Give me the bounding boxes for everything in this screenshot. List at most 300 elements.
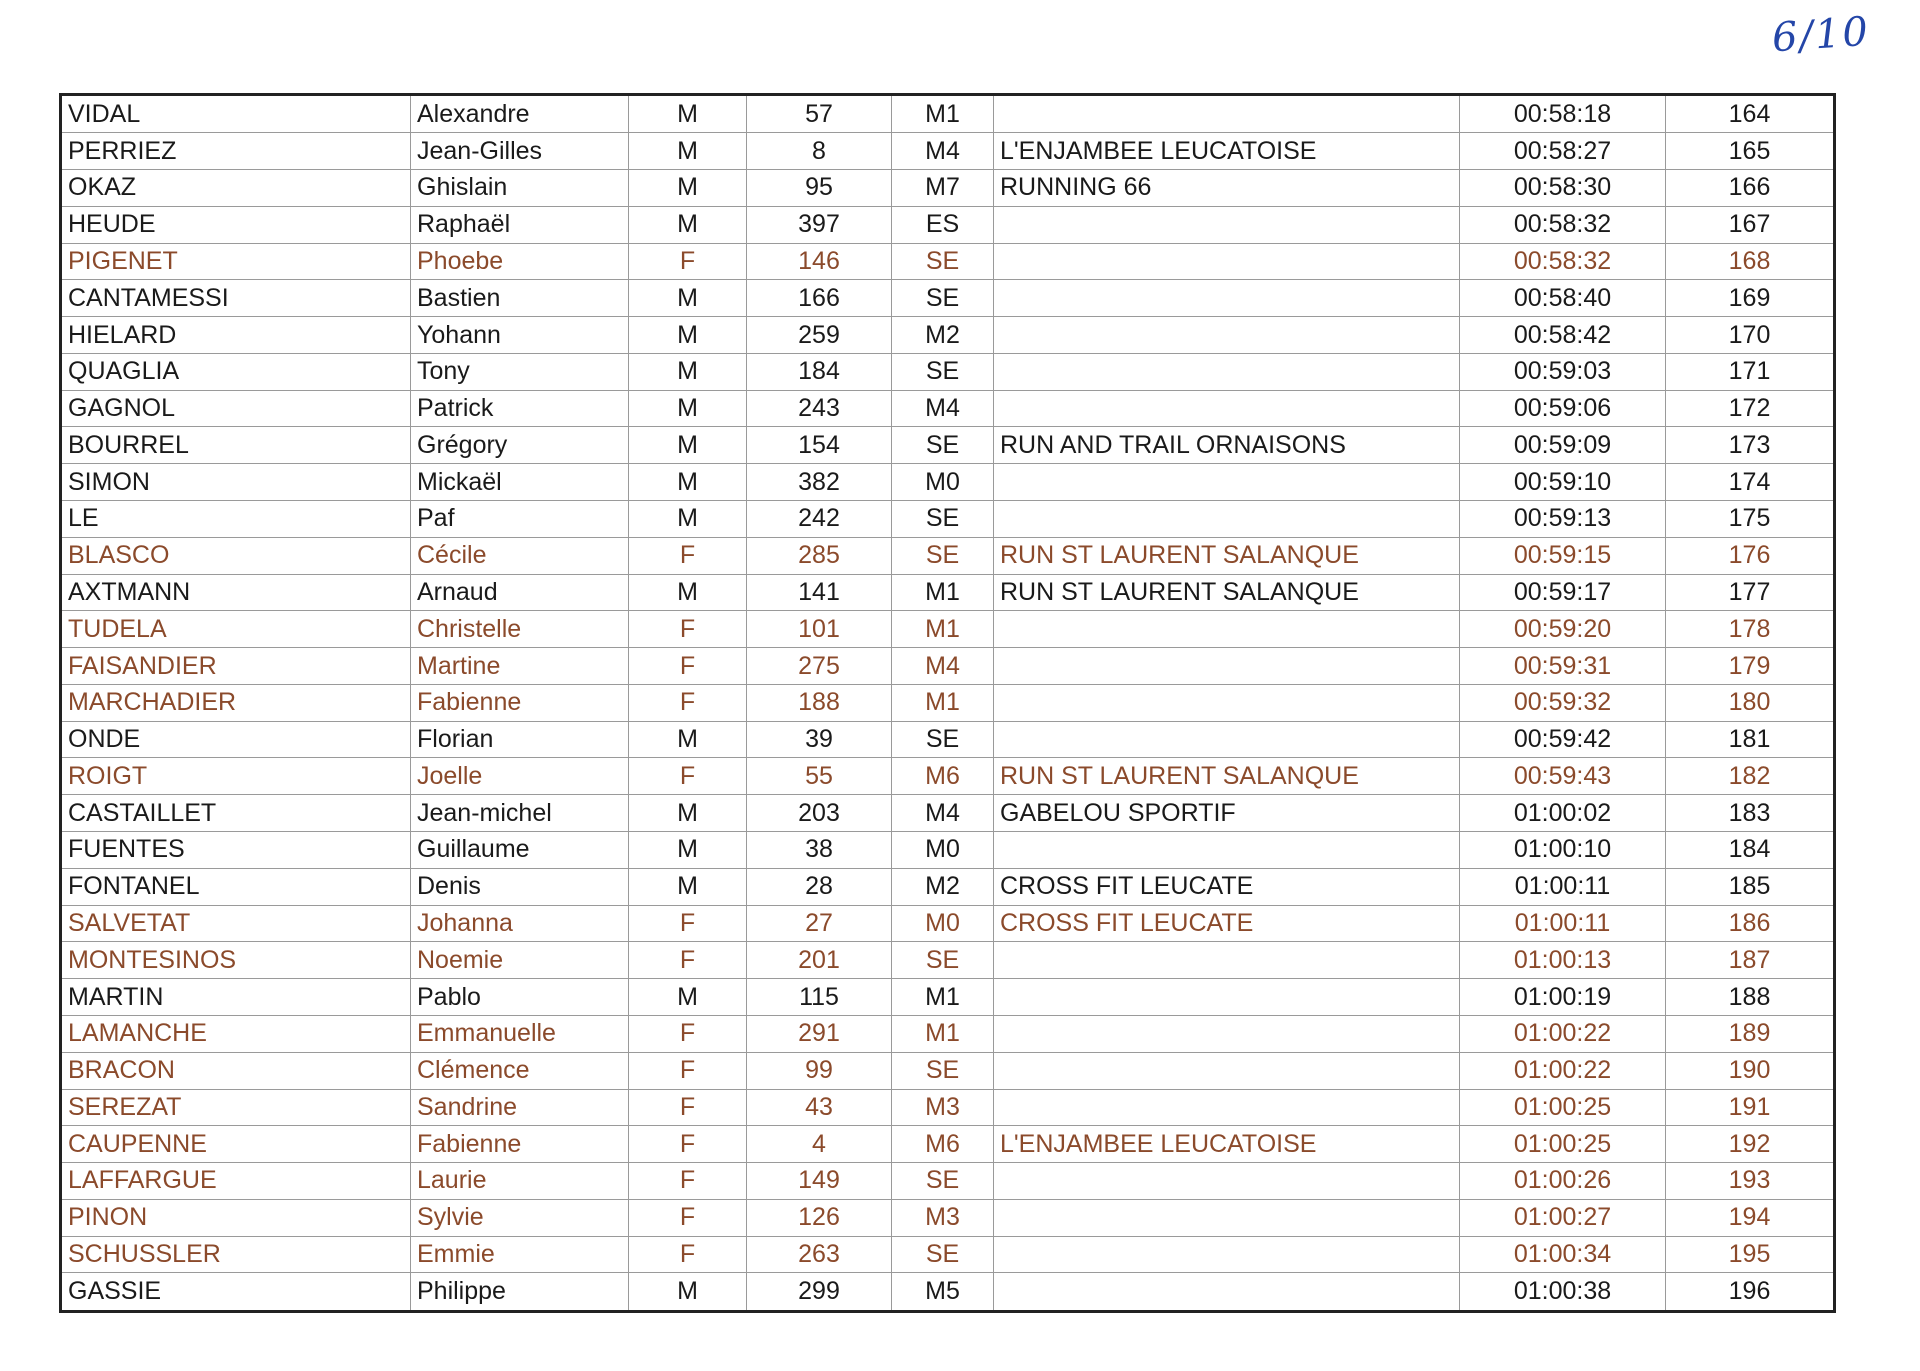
time-cell: 00:59:10: [1460, 464, 1666, 501]
first-name-cell: Laurie: [411, 1163, 629, 1200]
last-name-cell: OKAZ: [61, 169, 411, 206]
last-name-cell: FAISANDIER: [61, 648, 411, 685]
first-name-cell: Philippe: [411, 1273, 629, 1312]
club-cell: [994, 464, 1460, 501]
last-name-cell: CANTAMESSI: [61, 280, 411, 317]
last-name-cell: BLASCO: [61, 537, 411, 574]
category-cell: M0: [892, 832, 994, 869]
last-name-cell: MARCHADIER: [61, 684, 411, 721]
time-cell: 01:00:38: [1460, 1273, 1666, 1312]
table-row: [61, 1273, 1835, 1312]
category-cell: M1: [892, 611, 994, 648]
club-cell: [994, 832, 1460, 869]
rank-cell: 183: [1666, 795, 1835, 832]
bib-cell: 203: [747, 795, 892, 832]
last-name-cell: LAFFARGUE: [61, 1163, 411, 1200]
rank-cell: 167: [1666, 206, 1835, 243]
table-row: [61, 353, 1835, 390]
time-cell: 00:59:31: [1460, 648, 1666, 685]
last-name-cell: CASTAILLET: [61, 795, 411, 832]
club-cell: L'ENJAMBEE LEUCATOISE: [994, 133, 1460, 170]
sex-cell: M: [629, 721, 747, 758]
bib-cell: 126: [747, 1199, 892, 1236]
category-cell: SE: [892, 537, 994, 574]
first-name-cell: Jean-michel: [411, 795, 629, 832]
last-name-cell: PINON: [61, 1199, 411, 1236]
category-cell: SE: [892, 1052, 994, 1089]
last-name-cell: FONTANEL: [61, 868, 411, 905]
time-cell: 00:59:43: [1460, 758, 1666, 795]
club-cell: [994, 648, 1460, 685]
first-name-cell: Florian: [411, 721, 629, 758]
time-cell: 00:59:03: [1460, 353, 1666, 390]
first-name-cell: Clémence: [411, 1052, 629, 1089]
rank-cell: 166: [1666, 169, 1835, 206]
club-cell: CROSS FIT LEUCATE: [994, 868, 1460, 905]
time-cell: 00:58:30: [1460, 169, 1666, 206]
first-name-cell: Mickaël: [411, 464, 629, 501]
last-name-cell: BOURREL: [61, 427, 411, 464]
sex-cell: F: [629, 1052, 747, 1089]
bib-cell: 397: [747, 206, 892, 243]
first-name-cell: Arnaud: [411, 574, 629, 611]
category-cell: M1: [892, 979, 994, 1016]
table-row: [61, 280, 1835, 317]
category-cell: M1: [892, 684, 994, 721]
table-row: [61, 942, 1835, 979]
time-cell: 00:59:17: [1460, 574, 1666, 611]
club-cell: [994, 390, 1460, 427]
rank-cell: 177: [1666, 574, 1835, 611]
club-cell: [994, 317, 1460, 354]
rank-cell: 165: [1666, 133, 1835, 170]
rank-cell: 181: [1666, 721, 1835, 758]
bib-cell: 259: [747, 317, 892, 354]
last-name-cell: VIDAL: [61, 95, 411, 133]
time-cell: 00:59:15: [1460, 537, 1666, 574]
club-cell: [994, 721, 1460, 758]
table-row: [61, 684, 1835, 721]
club-cell: [994, 1015, 1460, 1052]
sex-cell: F: [629, 537, 747, 574]
category-cell: SE: [892, 721, 994, 758]
sex-cell: F: [629, 648, 747, 685]
rank-cell: 196: [1728, 1277, 1771, 1306]
last-name-cell: MONTESINOS: [61, 942, 411, 979]
first-name-cell: Noemie: [411, 942, 629, 979]
time-cell: 01:00:10: [1460, 832, 1666, 869]
rank-cell: 187: [1666, 942, 1835, 979]
first-name-cell: Ghislain: [411, 169, 629, 206]
last-name-cell: QUAGLIA: [61, 353, 411, 390]
bib-cell: 263: [747, 1236, 892, 1273]
last-name-cell: PERRIEZ: [61, 133, 411, 170]
first-name-cell: Fabienne: [411, 1126, 629, 1163]
time-cell: 00:58:42: [1460, 317, 1666, 354]
time-cell: 01:00:13: [1460, 942, 1666, 979]
first-name-cell: Jean-Gilles: [411, 133, 629, 170]
rank-cell: 173: [1666, 427, 1835, 464]
rank-cell: 192: [1666, 1126, 1835, 1163]
category-cell: M2: [892, 868, 994, 905]
category-cell: M3: [892, 1199, 994, 1236]
rank-cell: 185: [1666, 868, 1835, 905]
first-name-cell: Fabienne: [411, 684, 629, 721]
bib-cell: 243: [747, 390, 892, 427]
time-cell: 00:58:18: [1460, 95, 1666, 133]
bib-cell: 38: [747, 832, 892, 869]
bib-cell: 146: [747, 243, 892, 280]
table-row: [61, 1199, 1835, 1236]
last-name-cell: SIMON: [61, 464, 411, 501]
sex-cell: M: [629, 206, 747, 243]
category-cell: M1: [892, 95, 994, 133]
rank-cell: 180: [1666, 684, 1835, 721]
rank-cell: 188: [1666, 979, 1835, 1016]
time-cell: 00:58:40: [1460, 280, 1666, 317]
time-cell: 00:58:32: [1460, 206, 1666, 243]
first-name-cell: Paf: [411, 501, 629, 538]
club-cell: RUN ST LAURENT SALANQUE: [994, 758, 1460, 795]
table-row: [61, 317, 1835, 354]
rank-cell: 172: [1666, 390, 1835, 427]
table-row: [61, 390, 1835, 427]
bib-cell: 382: [747, 464, 892, 501]
bib-cell: 43: [747, 1089, 892, 1126]
table-row: [61, 133, 1835, 170]
rank-cell: 184: [1666, 832, 1835, 869]
rank-cell: 176: [1666, 537, 1835, 574]
rank-cell: 164: [1666, 95, 1835, 133]
time-cell: 01:00:25: [1460, 1089, 1666, 1126]
first-name-cell: Guillaume: [411, 832, 629, 869]
time-cell: 00:59:06: [1460, 390, 1666, 427]
table-row: [61, 574, 1835, 611]
sex-cell: F: [629, 1089, 747, 1126]
club-cell: [994, 501, 1460, 538]
last-name-cell: SALVETAT: [61, 905, 411, 942]
rank-cell: 170: [1666, 317, 1835, 354]
sex-cell: M: [629, 979, 747, 1016]
sex-cell: M: [629, 795, 747, 832]
last-name-cell: ROIGT: [61, 758, 411, 795]
rank-cell: 186: [1666, 905, 1835, 942]
time-cell: 00:59:32: [1460, 684, 1666, 721]
results-table: [59, 93, 1836, 1313]
time-cell: 01:00:22: [1460, 1015, 1666, 1052]
bib-cell: 95: [747, 169, 892, 206]
club-cell: [994, 95, 1460, 133]
bib-cell: 242: [747, 501, 892, 538]
table-row: [61, 464, 1835, 501]
rank-cell: 168: [1666, 243, 1835, 280]
time-cell: 01:00:19: [1460, 979, 1666, 1016]
category-cell: M4: [892, 133, 994, 170]
sex-cell: M: [629, 353, 747, 390]
club-cell: [994, 611, 1460, 648]
last-name-cell: HEUDE: [61, 206, 411, 243]
bib-cell: 149: [747, 1163, 892, 1200]
bib-cell: 285: [747, 537, 892, 574]
table-row: [61, 169, 1835, 206]
sex-cell: F: [629, 1236, 747, 1273]
time-cell: 00:58:32: [1460, 243, 1666, 280]
last-name-cell: BRACON: [61, 1052, 411, 1089]
bib-cell: 27: [747, 905, 892, 942]
results-body: [61, 95, 1835, 1312]
sex-cell: F: [629, 1163, 747, 1200]
first-name-cell: Patrick: [411, 390, 629, 427]
club-cell: [994, 942, 1460, 979]
category-cell: SE: [892, 243, 994, 280]
sex-cell: M: [629, 832, 747, 869]
club-cell: CROSS FIT LEUCATE: [994, 905, 1460, 942]
time-cell: 01:00:02: [1460, 795, 1666, 832]
time-cell: 00:59:13: [1460, 501, 1666, 538]
bib-cell: 8: [747, 133, 892, 170]
category-cell: M3: [892, 1089, 994, 1126]
club-cell: [994, 1163, 1460, 1200]
sex-cell: M: [629, 95, 747, 133]
bib-cell: 291: [747, 1015, 892, 1052]
first-name-cell: Pablo: [411, 979, 629, 1016]
category-cell: M6: [892, 1126, 994, 1163]
table-row: [61, 537, 1835, 574]
last-name-cell: SCHUSSLER: [61, 1236, 411, 1273]
table-row: [61, 1163, 1835, 1200]
sex-cell: F: [629, 758, 747, 795]
club-cell: [994, 1052, 1460, 1089]
category-cell: SE: [892, 353, 994, 390]
sex-cell: F: [629, 1126, 747, 1163]
bib-cell: 275: [747, 648, 892, 685]
category-cell: M4: [892, 648, 994, 685]
sex-cell: M: [629, 169, 747, 206]
rank-cell: 189: [1666, 1015, 1835, 1052]
first-name-cell: Cécile: [411, 537, 629, 574]
category-cell: M4: [892, 795, 994, 832]
category-cell: M0: [892, 464, 994, 501]
time-cell: 00:58:27: [1460, 133, 1666, 170]
table-row: [61, 832, 1835, 869]
rank-cell: 178: [1666, 611, 1835, 648]
last-name-cell: GAGNOL: [61, 390, 411, 427]
sex-cell: F: [629, 905, 747, 942]
table-row: [61, 721, 1835, 758]
first-name-cell: Grégory: [411, 427, 629, 464]
category-cell: M0: [892, 905, 994, 942]
table-row: [61, 1052, 1835, 1089]
bib-cell: 188: [747, 684, 892, 721]
sex-cell: M: [629, 574, 747, 611]
last-name-cell: TUDELA: [61, 611, 411, 648]
time-cell: 01:00:34: [1460, 1236, 1666, 1273]
rank-cell: 171: [1666, 353, 1835, 390]
first-name-cell: Sandrine: [411, 1089, 629, 1126]
first-name-cell: Emmie: [411, 1236, 629, 1273]
table-row: [61, 243, 1835, 280]
first-name-cell: Yohann: [411, 317, 629, 354]
category-cell: M1: [892, 1015, 994, 1052]
bib-cell: 299: [747, 1273, 892, 1312]
sex-cell: F: [629, 1015, 747, 1052]
category-cell: SE: [892, 280, 994, 317]
time-cell: 01:00:11: [1460, 905, 1666, 942]
bib-cell: 55: [747, 758, 892, 795]
rank-cell: 182: [1666, 758, 1835, 795]
first-name-cell: Emmanuelle: [411, 1015, 629, 1052]
sex-cell: M: [629, 464, 747, 501]
first-name-cell: Johanna: [411, 905, 629, 942]
bib-cell: 115: [747, 979, 892, 1016]
category-cell: SE: [892, 1236, 994, 1273]
table-row: [61, 758, 1835, 795]
club-cell: [994, 1199, 1460, 1236]
last-name-cell: PIGENET: [61, 243, 411, 280]
bib-cell: 141: [747, 574, 892, 611]
first-name-cell: Bastien: [411, 280, 629, 317]
category-cell: SE: [892, 427, 994, 464]
bib-cell: 28: [747, 868, 892, 905]
rank-cell: 179: [1666, 648, 1835, 685]
club-cell: [994, 353, 1460, 390]
club-cell: [994, 243, 1460, 280]
sex-cell: F: [629, 684, 747, 721]
sex-cell: M: [629, 317, 747, 354]
rank-cell: 193: [1666, 1163, 1835, 1200]
last-name-cell: MARTIN: [61, 979, 411, 1016]
club-cell: [994, 1089, 1460, 1126]
first-name-cell: Alexandre: [411, 95, 629, 133]
club-cell: [994, 1236, 1460, 1273]
table-row: [61, 95, 1835, 133]
sex-cell: F: [629, 243, 747, 280]
bib-cell: 57: [747, 95, 892, 133]
club-cell: RUN ST LAURENT SALANQUE: [994, 537, 1460, 574]
rank-cell: 194: [1666, 1199, 1835, 1236]
time-cell: 00:59:42: [1460, 721, 1666, 758]
first-name-cell: Denis: [411, 868, 629, 905]
bib-cell: 39: [747, 721, 892, 758]
club-cell: [994, 206, 1460, 243]
time-cell: 00:59:20: [1460, 611, 1666, 648]
first-name-cell: Tony: [411, 353, 629, 390]
category-cell: M5: [892, 1273, 994, 1312]
category-cell: M7: [892, 169, 994, 206]
table-row: [61, 648, 1835, 685]
category-cell: SE: [892, 942, 994, 979]
sex-cell: M: [629, 1273, 747, 1312]
table-row: [61, 427, 1835, 464]
last-name-cell: CAUPENNE: [61, 1126, 411, 1163]
last-name-cell: LE: [61, 501, 411, 538]
table-row: [61, 206, 1835, 243]
last-name-cell: LAMANCHE: [61, 1015, 411, 1052]
club-cell: RUN AND TRAIL ORNAISONS: [994, 427, 1460, 464]
category-cell: SE: [892, 1163, 994, 1200]
club-cell: [994, 1273, 1460, 1312]
category-cell: M1: [892, 574, 994, 611]
first-name-cell: Martine: [411, 648, 629, 685]
sex-cell: F: [629, 1199, 747, 1236]
last-name-cell: SEREZAT: [61, 1089, 411, 1126]
sex-cell: M: [629, 280, 747, 317]
category-cell: SE: [892, 501, 994, 538]
time-cell: 00:59:09: [1460, 427, 1666, 464]
sex-cell: M: [629, 133, 747, 170]
last-name-cell: AXTMANN: [61, 574, 411, 611]
sex-cell: F: [629, 611, 747, 648]
club-cell: RUNNING 66: [994, 169, 1460, 206]
table-row: [61, 795, 1835, 832]
rank-cell: 190: [1666, 1052, 1835, 1089]
first-name-cell: Phoebe: [411, 243, 629, 280]
bib-cell: 101: [747, 611, 892, 648]
last-name-cell: HIELARD: [61, 317, 411, 354]
category-cell: M6: [892, 758, 994, 795]
sex-cell: M: [629, 427, 747, 464]
sex-cell: M: [629, 868, 747, 905]
category-cell: ES: [892, 206, 994, 243]
bib-cell: 184: [747, 353, 892, 390]
club-cell: L'ENJAMBEE LEUCATOISE: [994, 1126, 1460, 1163]
table-row: [61, 1089, 1835, 1126]
table-row: [61, 501, 1835, 538]
first-name-cell: Raphaël: [411, 206, 629, 243]
bib-cell: 154: [747, 427, 892, 464]
club-cell: RUN ST LAURENT SALANQUE: [994, 574, 1460, 611]
bib-cell: 4: [747, 1126, 892, 1163]
table-row: [61, 905, 1835, 942]
time-cell: 01:00:27: [1460, 1199, 1666, 1236]
last-name-cell: FUENTES: [61, 832, 411, 869]
time-cell: 01:00:25: [1460, 1126, 1666, 1163]
category-cell: M2: [892, 317, 994, 354]
rank-cell: 174: [1666, 464, 1835, 501]
table-row: [61, 611, 1835, 648]
rank-cell: 169: [1666, 280, 1835, 317]
bib-cell: 166: [747, 280, 892, 317]
rank-cell: 195: [1666, 1236, 1835, 1273]
table-row: [61, 1126, 1835, 1163]
bib-cell: 99: [747, 1052, 892, 1089]
sex-cell: M: [629, 501, 747, 538]
time-cell: 01:00:26: [1460, 1163, 1666, 1200]
club-cell: [994, 684, 1460, 721]
page-number: 6/10: [1770, 8, 1872, 62]
last-name-cell: GASSIE: [61, 1273, 411, 1312]
last-name-cell: ONDE: [61, 721, 411, 758]
time-cell: 01:00:22: [1460, 1052, 1666, 1089]
rank-cell: 175: [1666, 501, 1835, 538]
bib-cell: 201: [747, 942, 892, 979]
rank-cell: 191: [1666, 1089, 1835, 1126]
sex-cell: M: [629, 390, 747, 427]
club-cell: [994, 280, 1460, 317]
first-name-cell: Joelle: [411, 758, 629, 795]
table-row: [61, 1236, 1835, 1273]
club-cell: GABELOU SPORTIF: [994, 795, 1460, 832]
sex-cell: F: [629, 942, 747, 979]
category-cell: M4: [892, 390, 994, 427]
table-row: [61, 1015, 1835, 1052]
first-name-cell: Christelle: [411, 611, 629, 648]
club-cell: [994, 979, 1460, 1016]
table-row: [61, 868, 1835, 905]
table-row: [61, 979, 1835, 1016]
first-name-cell: Sylvie: [411, 1199, 629, 1236]
time-cell: 01:00:11: [1460, 868, 1666, 905]
